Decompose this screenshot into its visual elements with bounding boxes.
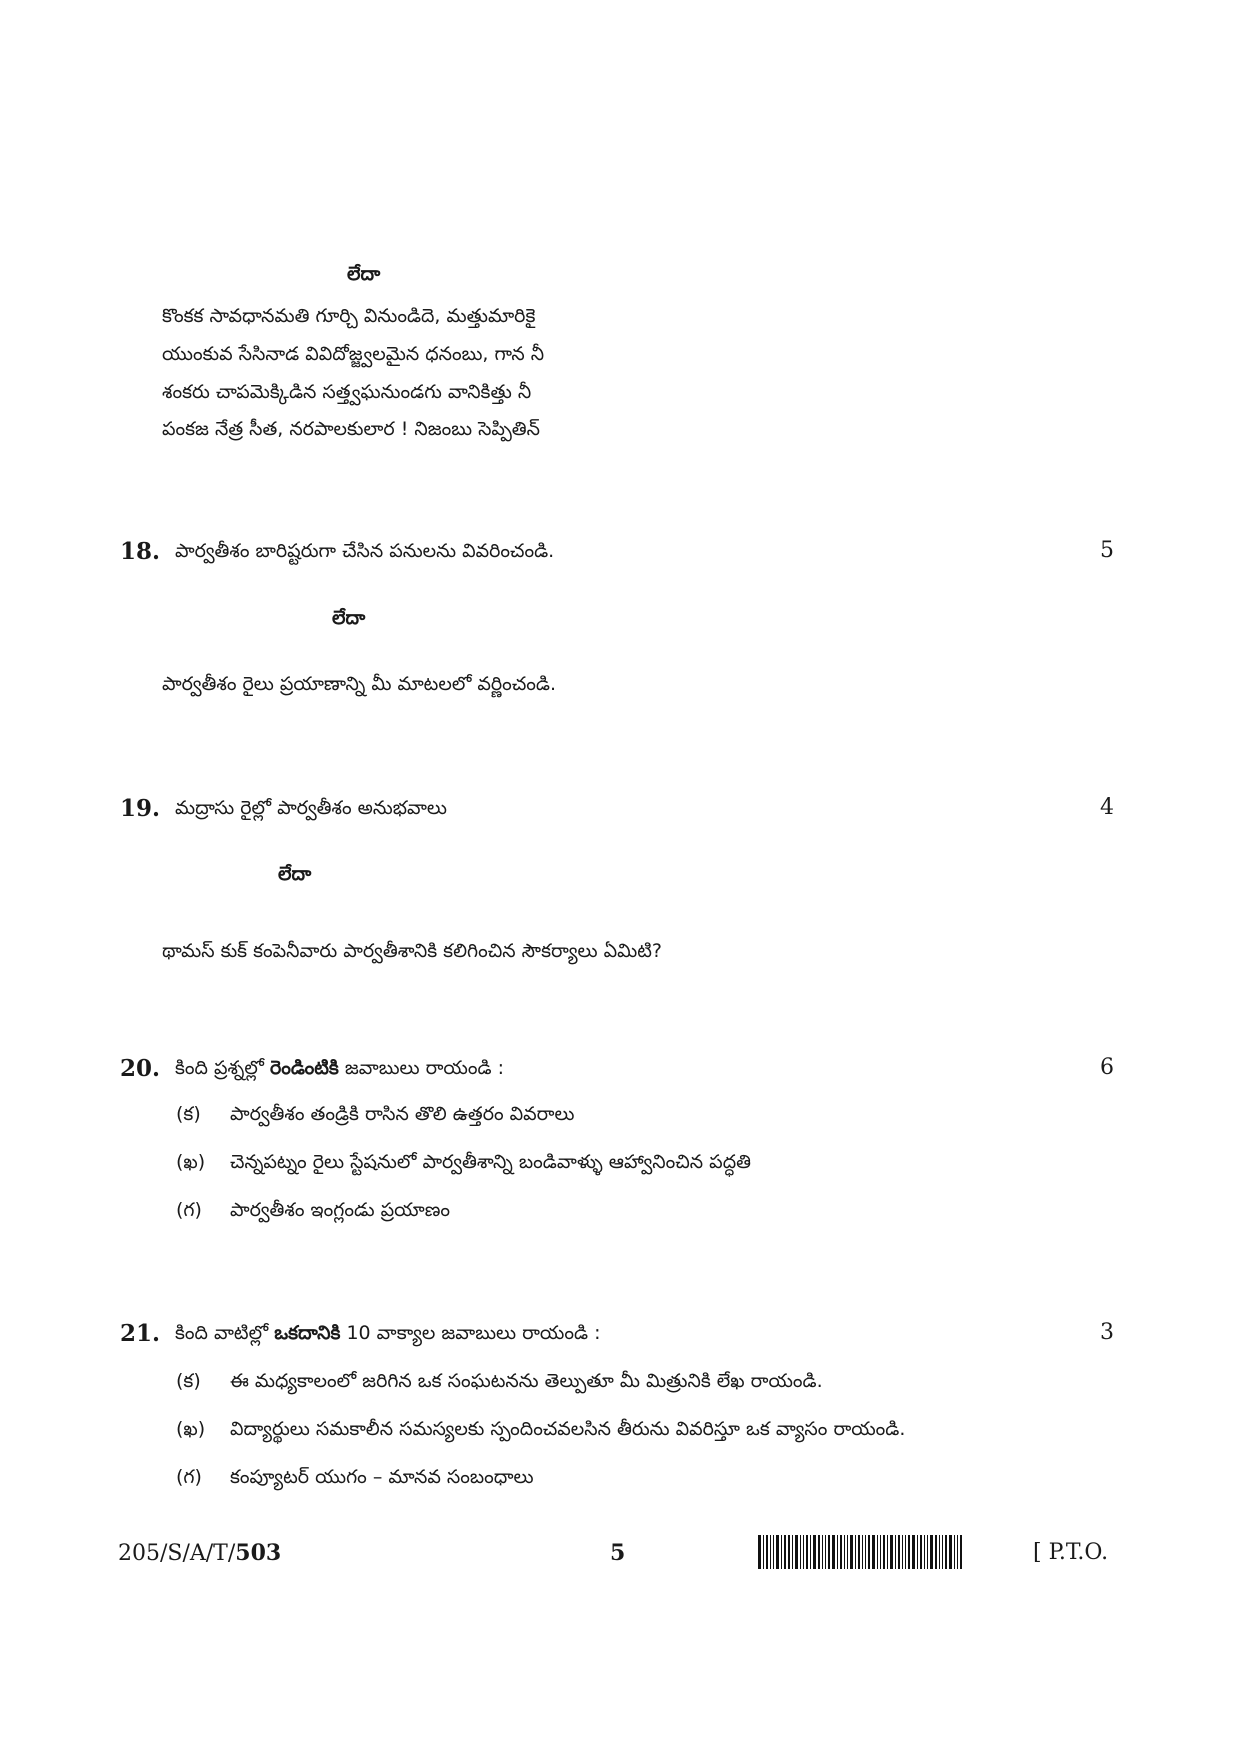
question-marks: 3 xyxy=(1100,1320,1114,1345)
barcode-bar xyxy=(813,1535,816,1569)
question-number: 21. xyxy=(120,1320,161,1347)
question-marks: 6 xyxy=(1100,1055,1114,1080)
barcode-bar xyxy=(773,1535,774,1569)
barcode-bar xyxy=(883,1535,885,1569)
barcode-bar xyxy=(795,1535,798,1569)
option-label: (గ) xyxy=(176,1466,202,1488)
barcode-bar xyxy=(912,1535,915,1569)
barcode-bar xyxy=(855,1535,856,1569)
barcode-bar xyxy=(776,1535,779,1569)
question-text-part: కింది వాటిల్లో xyxy=(175,1322,275,1344)
question-marks: 4 xyxy=(1100,795,1114,820)
poem-line: పంకజ నేత్ర సీత, నరపాలకులార ! నిజంబు సెప్పితిన్ xyxy=(162,418,541,440)
barcode-bar xyxy=(954,1535,955,1569)
poem-line: కొంకక సావధానమతి గూర్చి వినుండిదె, మత్తుమారికై xyxy=(162,305,536,327)
barcode-bar xyxy=(858,1535,860,1569)
barcode-bar xyxy=(872,1535,875,1569)
or-label: లేదా xyxy=(332,607,366,629)
barcode-bar xyxy=(905,1535,906,1569)
poem-line: శంకరు చాపమెక్కిడిన సత్త్వఘనుండగు వానికిత్తు నీ xyxy=(162,381,532,403)
barcode-bar xyxy=(890,1535,893,1569)
barcode-bar xyxy=(847,1535,848,1569)
barcode-bar xyxy=(832,1535,835,1569)
question-text-emphasis: రెండింటికి xyxy=(269,1057,339,1079)
option-text: పార్వతీశం తండ్రికి రాసిన తొలి ఉత్తరం వివరాలు xyxy=(230,1103,575,1125)
barcode-bar xyxy=(868,1535,870,1569)
barcode-bar xyxy=(800,1535,801,1569)
barcode-bar xyxy=(828,1535,830,1569)
barcode-bar xyxy=(935,1535,937,1569)
barcode-bar xyxy=(887,1535,888,1569)
barcode-bar xyxy=(763,1535,764,1569)
barcode-bar xyxy=(837,1535,838,1569)
barcode-bar xyxy=(781,1535,782,1569)
barcode-bar xyxy=(898,1535,900,1569)
question-text: మద్రాసు రైల్లో పార్వతీశం అనుభవాలు xyxy=(175,797,447,819)
option-text: ఈ మధ్యకాలంలో జరిగిన ఒక సంఘటనను తెల్పుతూ మీ మిత్రునికి లేఖ రాయండి. xyxy=(230,1370,823,1392)
barcode-bar xyxy=(758,1535,761,1569)
option-label: (గ) xyxy=(176,1199,202,1221)
barcode-bar xyxy=(862,1535,863,1569)
paper-code-number: 503 xyxy=(235,1540,282,1566)
option-text: చెన్నపట్నం రైలు స్టేషనులో పార్వతీశాన్ని బండివాళ్ళు ఆహ్వానించిన పద్ధతి xyxy=(230,1151,751,1173)
option-text: విద్యార్థులు సమకాలీన సమస్యలకు స్పందించవలసిన తీరును వివరిస్తూ ఒక వ్యాసం రాయండి. xyxy=(230,1418,906,1440)
option-label: (క) xyxy=(176,1103,201,1125)
barcode-bar xyxy=(930,1535,933,1569)
barcode-bar xyxy=(945,1535,947,1569)
barcode-bar xyxy=(908,1535,910,1569)
barcode xyxy=(758,1535,964,1569)
or-label: లేదా xyxy=(347,263,381,285)
poem-line: యుంకువ సేసినాడ వివిదోజ్జ్వలమైన ధనంబు, గాన నీ xyxy=(162,343,545,365)
barcode-bar xyxy=(792,1535,793,1569)
option-label: (ఖ) xyxy=(176,1151,206,1173)
option-label: (ఖ) xyxy=(176,1418,206,1440)
barcode-bar xyxy=(939,1535,940,1569)
barcode-bar xyxy=(865,1535,866,1569)
barcode-bar xyxy=(960,1535,962,1569)
barcode-bar xyxy=(803,1535,804,1569)
barcode-bar xyxy=(917,1535,918,1569)
question-marks: 5 xyxy=(1100,538,1114,563)
question-text-emphasis: ఒకదానికి xyxy=(274,1322,341,1344)
question-number: 19. xyxy=(120,795,161,822)
barcode-bar xyxy=(924,1535,925,1569)
barcode-bar xyxy=(818,1535,820,1569)
barcode-bar xyxy=(927,1535,928,1569)
barcode-bar xyxy=(766,1535,768,1569)
question-text-part: కింది ప్రశ్నల్లో xyxy=(175,1057,270,1079)
alternative-question-text: పార్వతీశం రైలు ప్రయాణాన్ని మీ మాటలలో వర్ణించండి. xyxy=(162,673,556,695)
barcode-bar xyxy=(957,1535,958,1569)
question-text: పార్వతీశం బారిష్టరుగా చేసిన పనులను వివరించండి. xyxy=(175,540,555,562)
barcode-bar xyxy=(920,1535,922,1569)
or-label: లేదా xyxy=(278,863,312,885)
barcode-bar xyxy=(949,1535,952,1569)
barcode-bar xyxy=(822,1535,823,1569)
barcode-bar xyxy=(844,1535,845,1569)
alternative-question-text: థామస్ కుక్ కంపెనీవారు పార్వతీశానికి కలిగించిన సౌకర్యాలు ఏమిటి? xyxy=(162,940,663,962)
barcode-bar xyxy=(850,1535,853,1569)
page-number: 5 xyxy=(610,1540,626,1566)
barcode-bar xyxy=(770,1535,771,1569)
question-number: 18. xyxy=(120,538,161,565)
barcode-bar xyxy=(784,1535,786,1569)
paper-code xyxy=(118,1540,281,1566)
question-text xyxy=(175,1057,504,1080)
barcode-bar xyxy=(788,1535,790,1569)
question-text-part: జవాబులు రాయండి : xyxy=(338,1057,504,1079)
barcode-bar xyxy=(810,1535,811,1569)
pto-label: [ P.T.O. xyxy=(1033,1540,1109,1565)
barcode-bar xyxy=(877,1535,878,1569)
barcode-bar xyxy=(806,1535,808,1569)
question-text-part: 10 వాక్యాల జవాబులు రాయండి : xyxy=(340,1322,601,1344)
barcode-bar xyxy=(840,1535,842,1569)
barcode-bar xyxy=(942,1535,943,1569)
barcode-bar xyxy=(895,1535,896,1569)
barcode-bar xyxy=(902,1535,903,1569)
option-text: పార్వతీశం ఇంగ్లండు ప్రయాణం xyxy=(230,1199,451,1221)
option-text: కంప్యూటర్ యుగం – మానవ సంబంధాలు xyxy=(230,1466,534,1488)
paper-code-prefix: 205/S/A/T/ xyxy=(118,1541,236,1566)
question-text xyxy=(175,1322,601,1345)
question-number: 20. xyxy=(120,1055,161,1082)
barcode-bar xyxy=(825,1535,826,1569)
barcode-bar xyxy=(880,1535,881,1569)
option-label: (క) xyxy=(176,1370,201,1392)
